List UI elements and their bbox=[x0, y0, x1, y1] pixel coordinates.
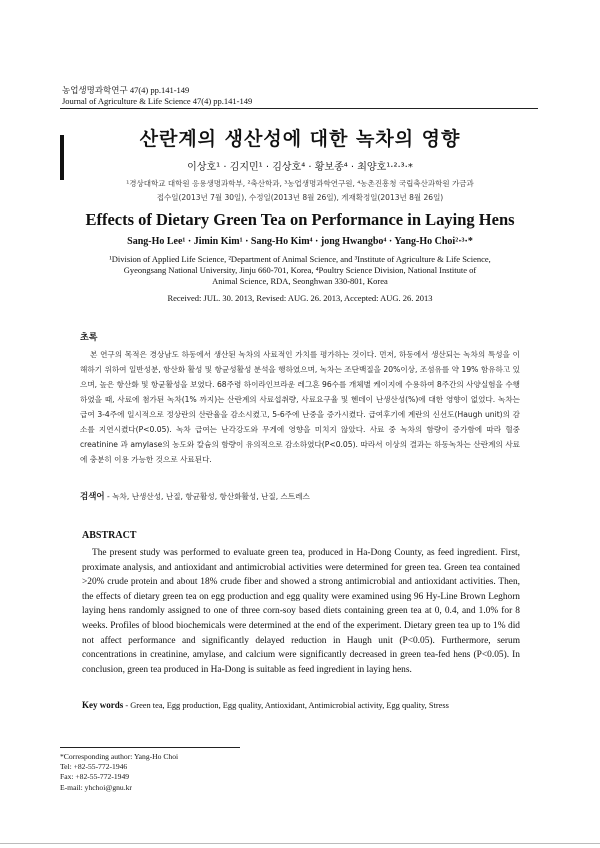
page-bottom-edge bbox=[0, 843, 600, 844]
affiliation-en-line: Gyeongsang National University, Jinju 660-701, Korea, ⁴Poultry Science Division, National Institute of bbox=[123, 265, 477, 275]
affiliation-en bbox=[85, 254, 515, 287]
footnote bbox=[60, 752, 178, 793]
dates-en: Received: JUL. 30. 2013, Revised: AUG. 26. 2013, Accepted: AUG. 26. 2013 bbox=[167, 293, 433, 303]
title-en: Effects of Dietary Green Tea on Performance in Laying Hens bbox=[85, 210, 515, 229]
keywords-en-list: - Green tea, Egg production, Egg quality, Antioxidant, Antimicrobial activity, Egg quality, Stress bbox=[123, 701, 449, 710]
abstract-en-body: The present study was performed to evaluate green tea, produced in Ha-Dong County, as feed ingredient. First, proximate analysis, and antioxidant and antimicrobial activities were determined for green tea. Green tea contained >20% crude protein and about 18% crude fiber and showed a strong antimicrobial and antioxidant activities. Then, the effects of dietary green tea on egg production and egg quality were examined using 96 Hy-Line Brown Leghorn laying hens randomly assigned to one of three corn-soy based diets containing green tea at 0, 0.4, and 1.0% for 8 weeks. Profiles of blood biochemicals were determined at the end of the experiment. Dietary green tea up to 1% did not affect performance and significantly delayed reduction in Haugh unit (P<0.05). Furthermore, serum concentrations in creatinine, amylase, and calcium were significantly decreased in green tea-fed hens (P<0.05). In conclusion, green tea produced in Ha-Dong is suitable as feed ingredient in laying hens. bbox=[82, 548, 520, 675]
keywords-en bbox=[82, 700, 520, 710]
title-ko: 산란계의 생산성에 대한 녹차의 영향 bbox=[139, 128, 461, 150]
authors-ko: 이상호¹ · 김지민¹ · 김상호⁴ · 황보종⁴ · 최양호¹·²·³·* bbox=[187, 162, 413, 173]
keywords-en-label: Key words bbox=[82, 700, 124, 710]
affiliation-en-line: Animal Science, RDA, Seonghwan 330-801, Korea bbox=[212, 276, 388, 286]
keywords-ko-list: - 녹차, 난생산성, 난질, 항균활성, 항산화활성, 난질, 스트레스 bbox=[104, 492, 310, 501]
journal-line-ko: 농업생명과학연구 47(4) pp.141-149 bbox=[62, 85, 190, 95]
abstract-ko-body: 본 연구의 목적은 경상남도 하동에서 생산된 녹차의 사료적인 가치를 평가하는 것이다. 먼저, 하동에서 생산되는 녹차의 특성을 이해하기 위하여 일반성분, 항산화 활성 및 항균성활성 분석을 행하였으며, 녹차는 조단백질을 20%이상, 조섬유를 약 19% 함유하고 있으며, 높은 항산화 및 항균활성을 보였다. 68주령 하이라인브라운 레그혼 96수를 개체별 케이지에 수용하여 8주간의 사양실험을 수행하였을 때, 사료에 첨가된 녹차(1% 까지)는 산란계의 사료섭취량, 사료요구율 및 헨데이 난생산성(%)에 대한 영향이 없었다. 녹차는 급여 3-4주에 일시적으로 정상란의 산란율을 감소시켰고, 5-6주에 난중을 증가시켰다. 급여후기에 계란의 신선도(Haugh unit)의 감소를 지연시켰다(P<0.05). 녹차 급여는 난각강도와 무게에 영향을 미치지 않았다. 사료 중 녹차의 함량이 증가함에 따라 혈중 creatinine 과 amylase의 농도와 칼슘의 함량이 유의적으로 감소하였다(P<0.05). 따라서 이상의 결과는 하동녹차는 산란계의 사료에 충분히 이용 가능한 것으로 사료된다. bbox=[80, 350, 520, 464]
affiliation-ko-line: ¹경상대학교 대학원 응용생명과학부, ²축산학과, ³농업생명과학연구원, ⁴농촌진흥청 국립축산과학원 가금과 bbox=[126, 179, 474, 188]
abstract-ko-heading: 초록 bbox=[80, 333, 98, 343]
affiliation-en-line: ¹Division of Applied Life Science, ²Department of Animal Science, and ³Institute of Agriculture & Life Science, bbox=[109, 254, 491, 264]
journal-header bbox=[62, 85, 252, 107]
keywords-ko bbox=[80, 490, 520, 502]
dates-ko-line: 접수일(2013년 7월 30일), 수정일(2013년 8월 26일), 게재확정일(2013년 8월 26일) bbox=[156, 193, 444, 202]
header-rule bbox=[60, 108, 538, 109]
fax: Fax: +82-55-772-1949 bbox=[60, 772, 130, 782]
keywords-ko-label: 검색어 bbox=[80, 492, 105, 502]
authors-en: Sang-Ho Lee¹ · Jimin Kim¹ · Sang-Ho Kim⁴ · jong Hwangbo⁴ · Yang-Ho Choi²·³·* bbox=[127, 236, 473, 247]
corresponding-author: *Corresponding author: Yang-Ho Choi bbox=[60, 752, 179, 761]
email: E-mail: yhchoi@gnu.kr bbox=[60, 782, 132, 792]
abstract-en-heading: ABSTRACT bbox=[82, 530, 137, 541]
affiliation-ko bbox=[110, 177, 490, 205]
tel: Tel: +82-55-772-1946 bbox=[60, 762, 128, 772]
journal-line-en: Journal of Agriculture & Life Science 47(4) pp.141-149 bbox=[62, 96, 253, 106]
footnote-rule bbox=[60, 747, 240, 748]
